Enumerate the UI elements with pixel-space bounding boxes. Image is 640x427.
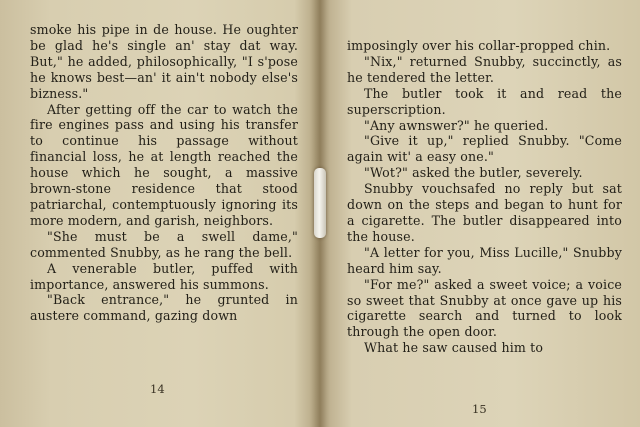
paragraph: A venerable butler, puffed with importance, answered his summons. [30, 260, 298, 292]
paragraph: What he saw caused him to [364, 340, 544, 356]
right-page [330, 0, 640, 427]
left-page-text [30, 22, 298, 324]
paragraph: The butler took it and read the superscription. [347, 85, 622, 117]
paragraph: "Nix," returned Snubby, succinctly, as he tendered the letter. [347, 53, 622, 85]
paragraph: "For me?" asked a sweet voice; a voice so sweet that Snubby at once gave up his cigarette search and turned to look through the open door. [347, 276, 622, 340]
right-page-text [347, 38, 622, 356]
paragraph: After getting off the car to watch the fire engines pass and using his transfer to continue his passage without financial loss, he at length reached the house which he sought, a massive brown-stone residence that stood patriarchal, contemptuously ignoring its more modern, and garish, neighbors. [30, 101, 298, 228]
paragraph: "Back entrance," he grunted in austere command, gazing down [30, 292, 298, 324]
paragraph: "Give it up," replied Snubby. "Come again wit' a easy one." [347, 133, 622, 165]
paragraph: smoke his pipe in de house. He oughter be glad he's single an' stay dat way. But," he added, philosophically, "I s'pose he knows best—an' it ain't nobody else's bizness." [30, 22, 298, 101]
paragraph: "She must be a swell dame," commented Snubby, as he rang the bell. [30, 228, 298, 260]
paragraph: "A letter for you, Miss Lucille," Snubby heard him say. [347, 244, 622, 276]
paragraph: "Wot?" asked the butler, severely. [364, 165, 583, 181]
left-page [0, 0, 310, 427]
page-number: 15 [472, 402, 487, 416]
paragraph: Snubby vouchsafed no reply but sat down on the steps and began to hunt for a cigarette. The butler disappeared into the house. [347, 181, 622, 244]
binding-staple [314, 168, 326, 238]
paragraph: "Any awnswer?" he queried. [364, 117, 549, 133]
page-number: 14 [150, 382, 165, 396]
paragraph: imposingly over his collar-propped chin. [347, 38, 611, 53]
